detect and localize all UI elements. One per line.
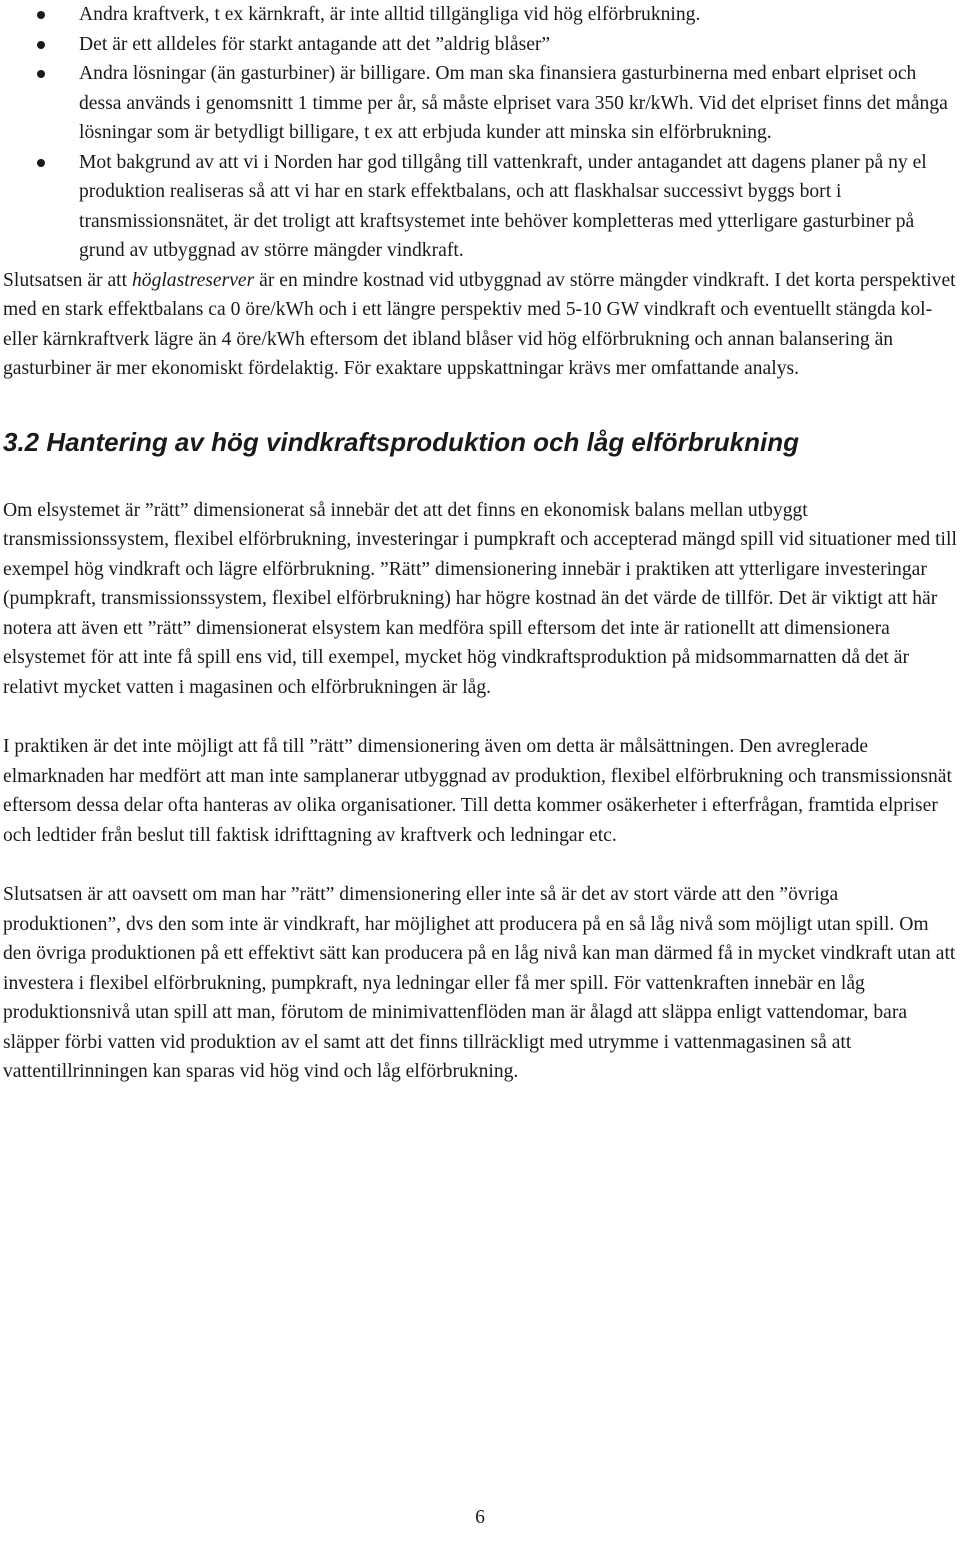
section-heading: 3.2 Hantering av hög vindkraftsproduktion och låg elförbrukning [3,426,799,457]
conclusion-emphasis: höglastreserver [131,269,255,291]
body-paragraph: Slutsatsen är att oavsett om man har ”rätt” dimensionering eller inte så är det av stort värde att den ”övriga produktionen”, dvs den som inte är vindkraft, har möjlighet att producera på en så låg nivå som möjligt utan spill. Om den övriga produktionen på ett effektivt sätt kan producera på en låg nivå kan man därmed få in mycket vindkraft utan att investera i flexibel elförbrukning, pumpkraft, nya ledningar eller få mer spill. För vattenkraften innebär en låg produktionsnivå utan spill att man, förutom de minimivattenflöden man är ålagd att släppa enligt vattendomar, bara släpper förbi vatten vid produktion av el samt att det finns tillräckligt med utrymme i vattenmagasinen så att vattentillrinningen kan sparas vid hög vind och låg elförbrukning. [3,884,956,1082]
bullet-text: Andra lösningar (än gasturbiner) är billigare. Om man ska finansiera gasturbinerna med enbart elpriset och dessa används i genomsnitt 1 timme per år, så måste elpriset vara 350 kr/kWh. Vid det elpriset finns det många lösningar som är betydligt billigare, t ex att erbjuda kunder att minska sin elförbrukning. [79,63,948,143]
bullet-text: Det är ett alldeles för starkt antagande att det ”aldrig blåser” [79,33,551,55]
bullet-text: Mot bakgrund av att vi i Norden har god tillgång till vattenkraft, under antagandet att dagens planer på ny el produktion realiseras så att vi har en stark effektbalans, och att flaskhalsar successivt byggs bort i transmissionsnätet, är det troligt att kraftsystemet inte behöver kompletteras med ytterligare gasturbiner på grund av utbyggnad av större mängder vindkraft. [79,151,927,261]
conclusion-paragraph [3,266,958,384]
conclusion-rest: är en mindre kostnad vid utbyggnad av större mängder vindkraft. I det korta perspektivet med en stark effektbalans ca 0 öre/kWh och i ett längre perspektiv med 5-10 GW vindkraft och eventuellt stängda kol- eller kärnkraftverk lägre än 4 öre/kWh eftersom det ibland blåser vid hög elförbrukning och annan balansering än gasturbiner är mer ekonomiskt fördelaktig. För exaktare uppskattningar krävs mer omfattande analys. [3,269,956,379]
bullet-item [3,0,958,30]
bullet-item [3,59,958,148]
bullet-item [3,148,958,266]
bullet-list [3,0,958,266]
conclusion-lead: Slutsatsen är att [3,269,132,291]
bullet-dot-icon [37,70,45,78]
bullet-dot-icon [37,159,45,167]
bullet-item [3,30,958,60]
bullet-text: Andra kraftverk, t ex kärnkraft, är inte alltid tillgängliga vid hög elförbrukning. [79,4,701,25]
document-page [3,0,958,1087]
body-paragraph: I praktiken är det inte möjligt att få till ”rätt” dimensionering även om detta är målsättningen. Den avreglerade elmarknaden har medfört att man inte samplanerar utbyggnad av produktion, flexibel elförbrukning och transmissionsnät eftersom dessa delar ofta hanteras av olika organisationer. Till detta kommer osäkerheter i efterfrågan, framtida elpriser och ledtider från beslut till faktisk idrifttagning av kraftverk och ledningar etc. [3,736,952,846]
body-paragraph: Om elsystemet är ”rätt” dimensionerat så innebär det att det finns en ekonomisk balans mellan utbyggt transmissionssystem, flexibel elförbrukning, investeringar i pumpkraft och accepterad mängd spill vid situationer med till exempel hög vindkraft och lägre elförbrukning. ”Rätt” dimensionering innebär i praktiken att ytterligare investeringar (pumpkraft, transmissionssystem, flexibel elförbrukning) har högre kostnad än det värde de tillför. Det är viktigt att här notera att även ett ”rätt” dimensionerat elsystem kan medföra spill eftersom det inte är rationellt att dimensionera elsystemet för att inte få spill ens vid, till exempel, mycket hög vindkraftsproduktion på midsommarnatten då det är relativt mycket vatten i magasinen och elförbrukningen är låg. [3,499,957,698]
page-number: 6 [475,1507,485,1528]
bullet-dot-icon [37,11,45,19]
bullet-dot-icon [37,41,45,49]
